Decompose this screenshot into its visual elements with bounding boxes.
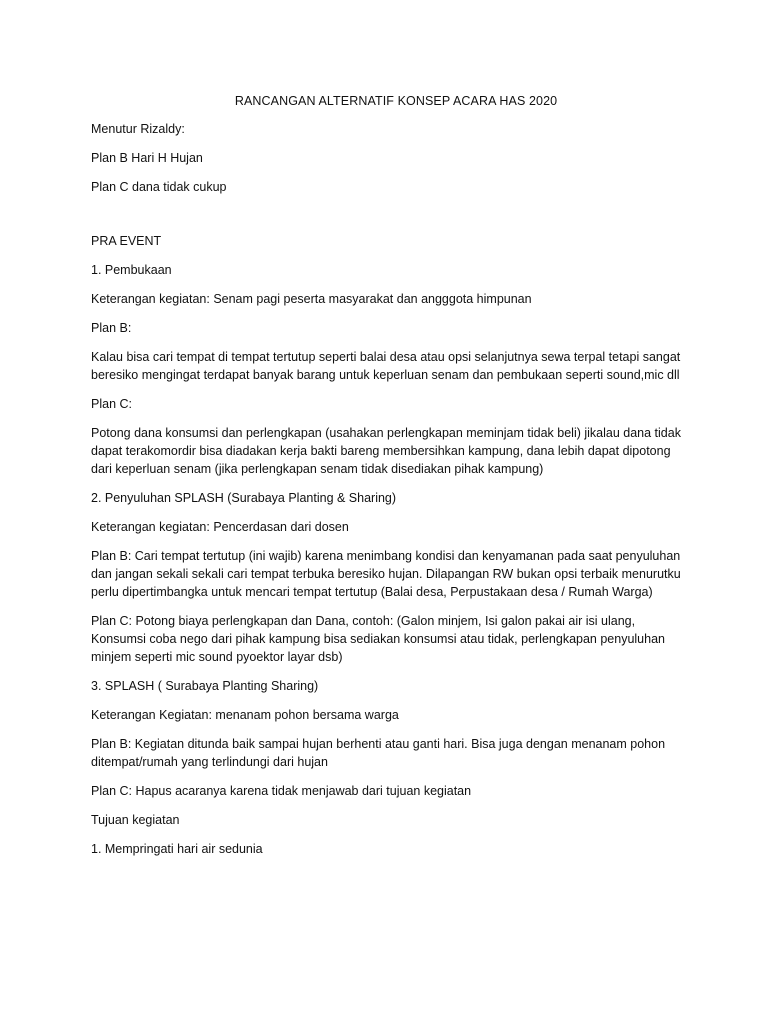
paragraph-plan-c-penyuluhan: Plan C: Potong biaya perlengkapan dan Dana, contoh: (Galon minjem, Isi galon pakai air isi ulang, Konsumsi coba nego dari pihak kampung bisa sediakan konsumsi atau tidak, perlengkapan penyuluhan minjem seperti mic sound pyoektor layar dsb): [91, 614, 665, 664]
author-line: Menutur Rizaldy:: [91, 122, 185, 136]
paragraph-keterangan-pembukaan: Keterangan kegiatan: Senam pagi peserta masyarakat dan angggota himpunan: [91, 292, 532, 306]
item-heading-pembukaan: 1. Pembukaan: [91, 263, 172, 277]
plan-b-summary: Plan B Hari H Hujan: [91, 151, 203, 165]
paragraph-plan-b-penyuluhan: Plan B: Cari tempat tertutup (ini wajib) karena menimbang kondisi dan kenyamanan pada saat penyuluhan dan jangan sekali sekali cari tempat terbuka beresiko hujan. Dilapangan RW bukan opsi terbaik menurutku perlu dipertimbangka untuk mencari tempat tertutup (Balai desa, Perpustakaan desa / Rumah Warga): [91, 549, 681, 599]
item-heading-penyuluhan: 2. Penyuluhan SPLASH (Surabaya Planting & Sharing): [91, 491, 397, 505]
section-heading-tujuan: Tujuan kegiatan: [91, 813, 180, 827]
label-plan-c: Plan C:: [91, 397, 132, 411]
paragraph-plan-b-splash: Plan B: Kegiatan ditunda baik sampai hujan berhenti atau ganti hari. Bisa juga dengan menanam pohon ditempat/rumah yang terlindungi dari hujan: [91, 737, 666, 769]
paragraph-keterangan-splash: Keterangan Kegiatan: menanam pohon bersama warga: [91, 708, 399, 722]
item-heading-splash: 3. SPLASH ( Surabaya Planting Sharing): [91, 679, 319, 693]
document-body: [91, 92, 681, 869]
paragraph-plan-b-pembukaan: Kalau bisa cari tempat di tempat tertutup seperti balai desa atau opsi selanjutnya sewa terpal tetapi sangat beresiko mengingat terdapat banyak barang untuk keperluan senam dan pembukaan seperti sound,mic dll: [91, 350, 681, 382]
label-plan-b: Plan B:: [91, 321, 132, 335]
section-heading-pra-event: PRA EVENT: [91, 234, 162, 248]
document-title: RANCANGAN ALTERNATIF KONSEP ACARA HAS 2020: [234, 94, 558, 108]
spacer: [91, 207, 681, 232]
paragraph-keterangan-penyuluhan: Keterangan kegiatan: Pencerdasan dari dosen: [91, 520, 349, 534]
plan-c-summary: Plan C dana tidak cukup: [91, 180, 227, 194]
list-item-tujuan-1: 1. Mempringati hari air sedunia: [91, 842, 263, 856]
paragraph-plan-c-splash: Plan C: Hapus acaranya karena tidak menjawab dari tujuan kegiatan: [91, 784, 472, 798]
paragraph-plan-c-pembukaan: Potong dana konsumsi dan perlengkapan (usahakan perlengkapan meminjam tidak beli) jikalau dana tidak dapat terakomordir bisa diadakan kerja bakti bareng membersihkan kampung, dana lebih dapat dipotong dari keperluan senam (jika perlengkapan senam tidak disediakan pihak kampung): [91, 426, 681, 476]
